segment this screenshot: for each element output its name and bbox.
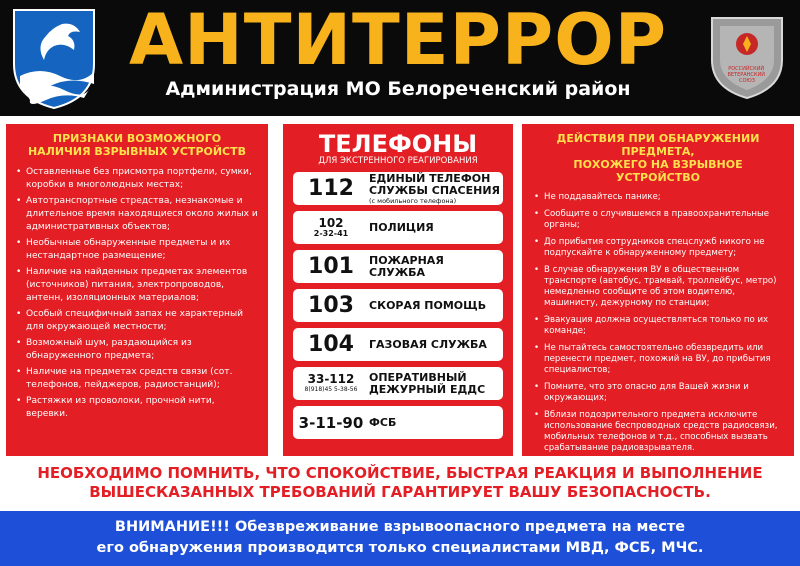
footer-note: НЕОБХОДИМО ПОМНИТЬ, ЧТО СПОКОЙСТВИЕ, БЫСТРАЯ РЕАКЦИЯ И ВЫПОЛНЕНИЕ ВЫШЕСКАЗАННЫХ ТРЕБОВАНИЙ ГАРАНТИРУЕТ ВАШУ БЕЗОПАСНОСТЬ. bbox=[37, 464, 763, 501]
phone-number-alt: 2-32-41 bbox=[313, 229, 349, 238]
phone-label bbox=[369, 173, 503, 205]
badge-text: РОССИЙСКИЙ ВЕТЕРАНСКИЙ СОЮЗ bbox=[727, 66, 765, 84]
actions-panel bbox=[522, 124, 794, 456]
phone-number: 3-11-90 bbox=[298, 413, 364, 432]
list-item: • Эвакуация должна осуществляться только по их команде; bbox=[534, 315, 782, 337]
list-item: • Сообщите о случившемся в правоохранительные органы; bbox=[534, 209, 782, 231]
phone-number: 103 bbox=[308, 292, 354, 318]
phones-panel bbox=[283, 124, 513, 456]
poster-subtitle: Администрация МО Белореченский район bbox=[165, 78, 631, 100]
list-item: • Автотранспортные стредства, незнакомые и длительное время находящиеся около жилых и административных объектов; bbox=[16, 195, 258, 234]
signs-panel-title: ПРИЗНАКИ ВОЗМОЖНОГО НАЛИЧИЯ ВЗРЫВНЫХ УСТРОЙСТВ bbox=[27, 132, 247, 158]
list-item: • Растяжки из проволоки, прочной нити, веревки. bbox=[16, 395, 258, 421]
phone-label: ОПЕРАТИВНЫЙ ДЕЖУРНЫЙ ЕДДС bbox=[369, 370, 486, 396]
phone-row-fire bbox=[293, 250, 503, 283]
list-item: • Необычные обнаруженные предметы и их нестандартное размещение; bbox=[16, 237, 258, 263]
actions-list bbox=[534, 192, 782, 454]
signs-list bbox=[16, 166, 258, 421]
list-item: • В случае обнаружения ВУ в общественном транспорте (автобус, трамвай, троллейбус, метро) немедленно сообщите об этом водителю, машинисту, дежурному по станции; bbox=[534, 265, 782, 309]
phone-row-gas bbox=[293, 328, 503, 361]
warning-banner: ВНИМАНИЕ!!! Обезвреживание взрывоопасного предмета на месте его обнаружения производится только специалистами МВД, ФСБ, МЧС. bbox=[0, 511, 800, 566]
phone-number bbox=[293, 217, 369, 238]
poster-title: АНТИТЕРРОР bbox=[128, 0, 668, 81]
list-item: • Особый специфичный запах не характерный для окружающей местности; bbox=[16, 308, 258, 334]
phone-label: СКОРАЯ ПОМОЩЬ bbox=[369, 298, 487, 312]
list-item: • Помните, что это опасно для Вашей жизни и окружающих; bbox=[534, 382, 782, 404]
phone-label-note: (с мобильного телефона) bbox=[369, 196, 457, 205]
phone-number-main: 33-112 bbox=[307, 372, 355, 386]
signs-panel bbox=[6, 124, 268, 456]
district-emblem-icon bbox=[10, 6, 98, 110]
phone-number-main: 102 bbox=[318, 216, 344, 230]
phone-label: ГАЗОВАЯ СЛУЖБА bbox=[369, 337, 487, 351]
list-item: • Возможный шум, раздающийся из обнаруженного предмета; bbox=[16, 337, 258, 363]
phones-title: ТЕЛЕФОНЫ bbox=[318, 130, 478, 158]
actions-panel-title: ДЕЙСТВИЯ ПРИ ОБНАРУЖЕНИИ ПРЕДМЕТА, ПОХОЖЕГО НА ВЗРЫВНОЕ УСТРОЙСТВО bbox=[556, 132, 760, 184]
phone-row-112 bbox=[293, 172, 503, 205]
phone-label: ФСБ bbox=[369, 415, 397, 429]
phone-row-police bbox=[293, 211, 503, 244]
list-item: • До прибытия сотрудников спецслужб никого не подпускайте к обнаруженному предмету; bbox=[534, 237, 782, 259]
phone-number: 112 bbox=[308, 175, 354, 201]
phone-label: ПОЖАРНАЯ СЛУЖБА bbox=[369, 253, 444, 279]
veterans-union-badge-icon bbox=[708, 14, 786, 100]
phone-number: 104 bbox=[308, 331, 354, 357]
phone-label-text: ЕДИНЫЙ ТЕЛЕФОН СЛУЖБЫ СПАСЕНИЯ bbox=[369, 171, 501, 197]
list-item: • Вблизи подозрительного предмета исключите использование беспроводных средств радиосвязи, мобильных телефонов и т.д., способных вызвать срабатывание радиовзрывателя. bbox=[534, 410, 782, 454]
phones-subtitle: ДЛЯ ЭКСТРЕННОГО РЕАГИРОВАНИЯ bbox=[318, 156, 478, 166]
list-item: • Не поддавайтесь панике; bbox=[534, 192, 782, 203]
list-item: • Оставленные без присмотра портфели, сумки, коробки в многолюдных местах; bbox=[16, 166, 258, 192]
phone-row-fsb bbox=[293, 406, 503, 439]
phone-row-edds bbox=[293, 367, 503, 400]
phone-number-alt: 8(918)45 5-38-56 bbox=[304, 386, 358, 393]
phone-label: ПОЛИЦИЯ bbox=[369, 220, 434, 234]
list-item: • Не пытайтесь самостоятельно обезвредить или перенести предмет, похожий на ВУ, до прибытия специалистов; bbox=[534, 343, 782, 376]
list-item: • Наличие на предметах средств связи (сот. телефонов, пейджеров, радиостанций); bbox=[16, 366, 258, 392]
phone-number bbox=[293, 373, 369, 394]
list-item: • Наличие на найденных предметах элементов (источников) питания, электропроводов, антенн, изоляционных материалов; bbox=[16, 266, 258, 305]
header-bar bbox=[0, 0, 800, 116]
phone-row-ambulance bbox=[293, 289, 503, 322]
phone-number: 101 bbox=[308, 253, 354, 279]
